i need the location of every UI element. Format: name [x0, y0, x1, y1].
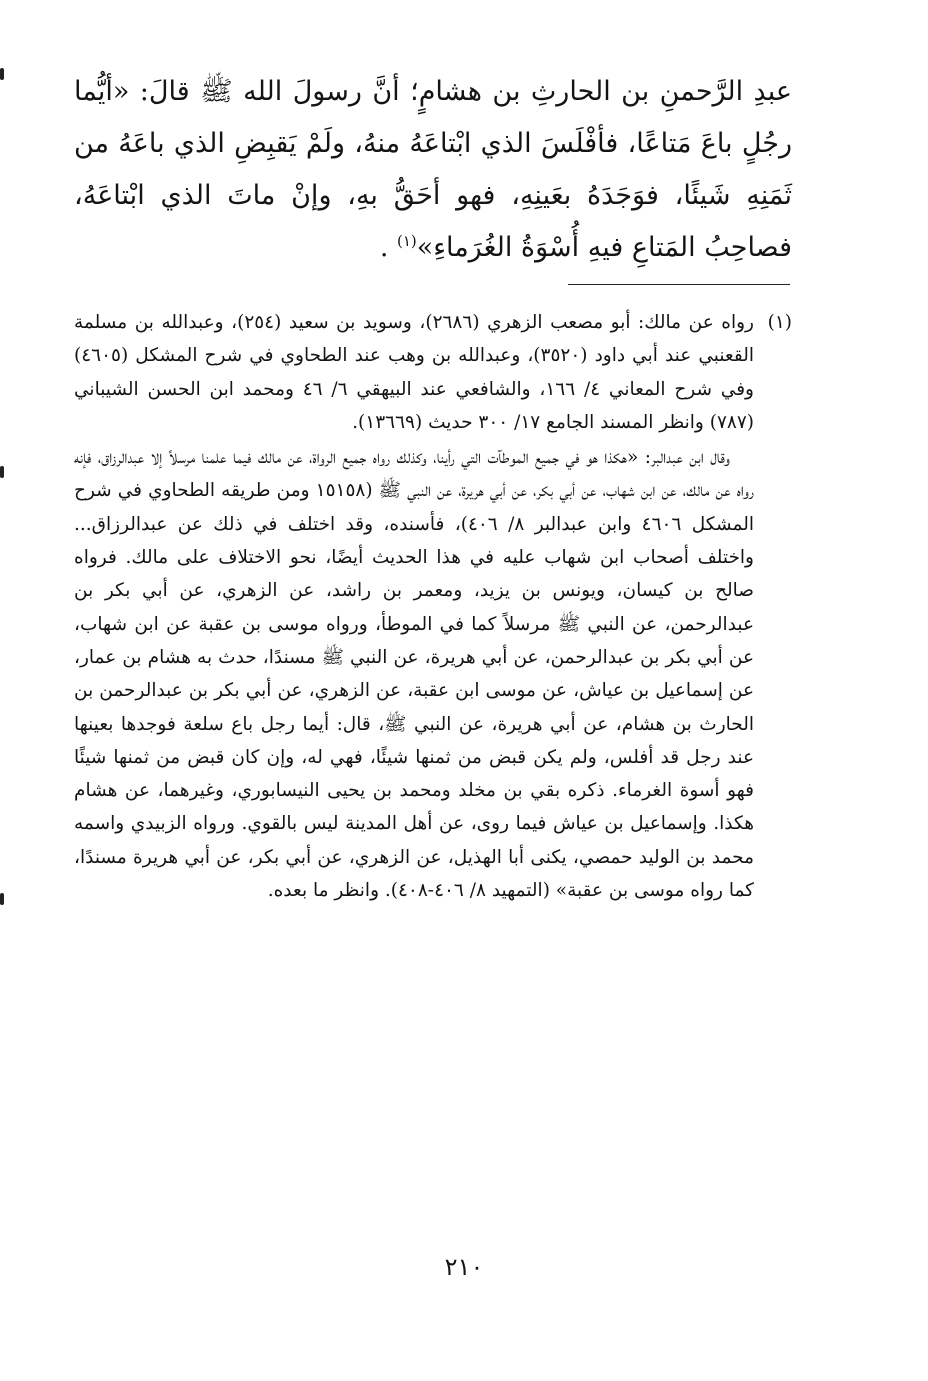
footnote-reference[interactable]: (١)	[397, 232, 417, 250]
footnote-1	[74, 306, 792, 907]
footnotes-section	[74, 306, 792, 907]
footnote-divider	[568, 284, 790, 285]
footnote-body	[74, 306, 754, 907]
footnote-number: (١)	[767, 312, 792, 333]
scan-edge-mark	[0, 466, 4, 478]
footnote-paragraph-2: وقال ابن عبدالبر: «هكذا هو في جميع الموطآت التي رأينا، وكذلك رواه جميع الرواة، عن مالك فيما علمنا مرسلاً إلا عبدالرزاق، فإنه رواه عن مالك، عن ابن شهاب، عن أبي بكر، عن أبي هريرة، عن النبي ﷺ (١٥١٥٨ ومن طريقه الطحاوي في شرح المشكل ٤٦٠٦ وابن عبدالبر ٨/ ٤٠٦)، فأسنده، وقد اختلف في ذلك عن عبدالرزاق... واختلف أصحاب ابن شهاب عليه في هذا الحديث أيضًا، نحو الاختلاف على مالك. فرواه صالح بن كيسان، ويونس بن يزيد، ومعمر بن راشد، عن الزهري، عن أبي بكر بن عبدالرحمن، عن النبي ﷺ مرسلاً كما في الموطأ، ورواه موسى بن عقبة عن ابن شهاب، عن أبي بكر بن عبدالرحمن، عن أبي هريرة، عن النبي ﷺ مسندًا، حدث به هشام بن عمار، عن إسماعيل بن عياش، عن موسى ابن عقبة، عن الزهري، عن أبي بكر بن عبدالرحمن بن الحارث بن هشام، عن أبي هريرة، عن النبي ﷺ، قال: أيما رجل باع سلعة فوجدها بعينها عند رجل قد أفلس، ولم يكن قبض من ثمنها شيئًا، فهي له، وإن كان قبض من ثمنها شيئًا فهو أسوة الغرماء. ذكره بقي بن مخلد ومحمد بن يحيى النيسابوري، وغيرهما، عن هشام هكذا. وإسماعيل بن عياش فيما روى، عن أهل المدينة ليس بالقوي. ورواه الزبيدي واسمه محمد بن الوليد حمصي، يكنى أبا الهذيل، عن الزهري، عن أبي بكر، عن أبي هريرة مسندًا، كما رواه موسى بن عقبة» (التمهيد ٨/ ٤٠٦-٤٠٨). وانظر ما بعده.	[74, 447, 755, 902]
main-text	[74, 66, 792, 274]
scan-edge-mark	[0, 68, 4, 80]
footnote-paragraph-1: رواه عن مالك: أبو مصعب الزهري (٢٦٨٦)، وسويد بن سعيد (٢٥٤)، وعبدالله بن مسلمة القعنبي عند أبي داود (٣٥٢٠)، وعبدالله بن وهب عند الطحاوي في شرح المشكل (٤٦٠٥) وفي شرح المعاني ٤/ ١٦٦، والشافعي عند البيهقي ٦/ ٤٦ ومحمد ابن الحسن الشيباني (٧٨٧) وانظر المسند الجامع ١٧/ ٣٠٠ حديث (١٣٦٦٩).	[74, 312, 754, 433]
main-paragraph	[74, 66, 792, 274]
main-paragraph-end: .	[379, 232, 397, 263]
scan-edge-mark	[0, 893, 4, 905]
main-paragraph-text: عبدِ الرَّحمنِ بن الحارثِ بن هشامٍ؛ أنَّ رسولَ الله ﷺ قالَ: «أيُّما رجُلٍ باعَ مَتاعًا، فأفْلَسَ الذي ابْتاعَهُ منهُ، ولَمْ يَقبِضِ الذي باعَهُ من ثَمَنِهِ شَيئًا، فوَجَدَهُ بعَينِهِ، فهو أحَقُّ بهِ، وإنْ ماتَ الذي ابْتاعَهُ، فصاحِبُ المَتاعِ فيهِ أُسْوَةُ الغُرَماءِ»	[74, 76, 792, 263]
page-number: ٢١٠	[444, 1253, 484, 1281]
